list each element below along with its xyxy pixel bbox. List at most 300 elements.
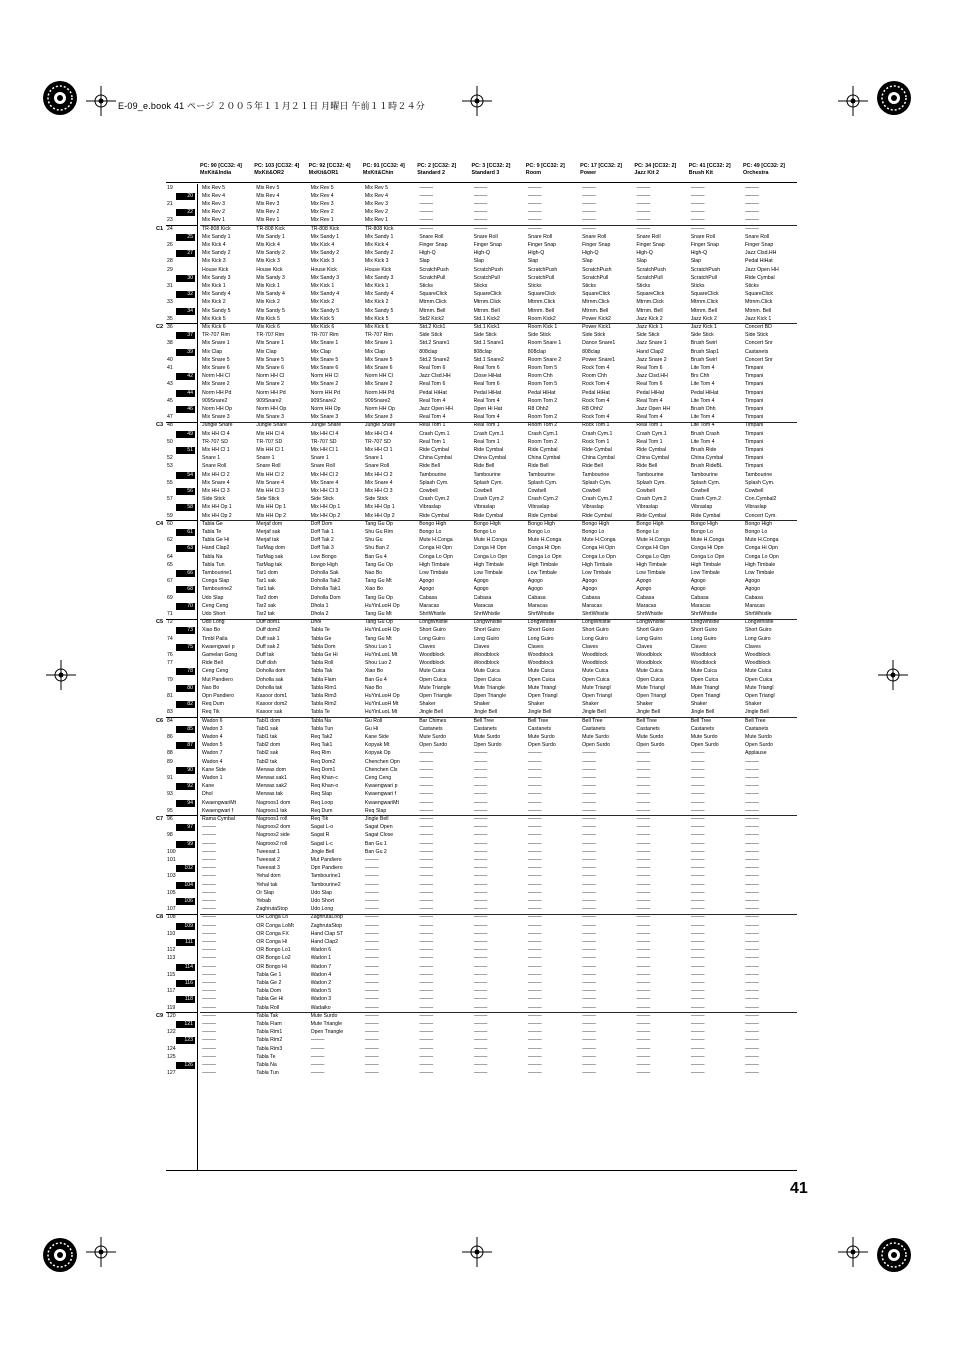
empty-cell: -----------	[745, 807, 759, 814]
empty-cell: -----------	[745, 766, 759, 773]
instrument-cell: Mute H.Conga	[745, 537, 779, 544]
empty-cell: -----------	[364, 947, 379, 954]
empty-cell: -----------	[527, 963, 542, 970]
empty-cell: -----------	[527, 898, 542, 904]
instrument-cell: Open Cuica	[745, 676, 773, 683]
white-key: 107	[167, 906, 176, 913]
instrument-cell: Agogo	[745, 586, 761, 593]
empty-cell: -----------	[473, 225, 488, 232]
instrument-cell: Wadon 5	[202, 742, 223, 749]
empty-cell: -----------	[202, 1062, 216, 1068]
instrument-cell: Claves	[636, 643, 653, 650]
empty-cell: -----------	[745, 209, 759, 216]
column-program: PC: 90 [CC32: 4]	[200, 163, 242, 169]
instrument-cell: Conga Lo Opn	[636, 553, 671, 560]
empty-cell: -----------	[419, 1029, 433, 1036]
instrument-cell: Tabl1 tak	[256, 734, 278, 740]
instrument-cell: Mix Kick 6	[310, 324, 335, 330]
empty-cell: -----------	[473, 922, 488, 929]
instrument-cell: China Cymbal	[527, 455, 561, 462]
instrument-cell: OR Bongo Lo2	[256, 955, 291, 962]
instrument-cell: Mute Triangle	[310, 1021, 343, 1027]
instrument-cell: Open Surdo	[419, 742, 448, 749]
instrument-cell: Pedal HiHat	[473, 389, 502, 396]
instrument-cell: Req Rim	[310, 750, 331, 757]
white-key: 89	[167, 758, 173, 765]
instrument-cell: Open Surdo	[636, 742, 665, 749]
instrument-cell: Slap	[473, 258, 484, 265]
instrument-cell: Snare Roll	[636, 233, 661, 240]
empty-cell: -----------	[582, 1037, 596, 1044]
empty-cell: -----------	[473, 881, 488, 888]
instrument-cell: Doholla Tak1	[310, 586, 341, 593]
instrument-cell: Lite Tom 4	[690, 365, 715, 371]
instrument-cell: Side Stick	[690, 332, 714, 339]
instrument-cell: Tabla Roll	[310, 660, 334, 667]
instrument-cell: Mix Sandy 5	[364, 307, 394, 314]
instrument-cell: Conga Hi Opn	[745, 545, 778, 552]
instrument-cell: Agogo	[473, 578, 489, 585]
instrument-cell: Sticks	[527, 283, 542, 289]
instrument-cell: LongWhistle	[473, 619, 503, 626]
instrument-cell: Bell Tree	[636, 717, 657, 724]
instrument-cell: Bongo High	[527, 520, 555, 527]
instrument-cell: Std.2 Kick1	[419, 324, 446, 330]
instrument-cell: Ride Cymbal	[582, 512, 612, 519]
instrument-cell: Jungle Snare	[364, 422, 396, 429]
instrument-cell: Tabla Na	[310, 717, 332, 724]
instrument-cell: Jazz Open HH	[419, 406, 453, 412]
empty-cell: -----------	[690, 996, 705, 1003]
instrument-cell: Cabasa	[473, 594, 492, 601]
instrument-cell: High-Q	[582, 250, 599, 257]
instrument-cell: Vibraslap	[527, 504, 550, 511]
empty-cell: -----------	[636, 898, 650, 904]
black-key: 34	[176, 308, 195, 315]
instrument-cell: Cowbell	[745, 488, 764, 494]
instrument-cell: Jingle Bell	[310, 848, 335, 855]
instrument-cell: Brs Chh	[690, 373, 710, 380]
empty-cell: -----------	[582, 1021, 596, 1027]
instrument-cell: Norm HH Cl	[256, 373, 285, 380]
empty-cell: -----------	[419, 766, 433, 773]
instrument-cell: Woodblock	[636, 660, 662, 667]
instrument-cell: Mix HH Op 2	[202, 512, 232, 519]
instrument-cell: Norm HH Cl	[310, 373, 339, 380]
instrument-cell: Open Cuica	[473, 676, 501, 683]
instrument-cell: Mix Kick 4	[202, 242, 226, 248]
empty-cell: -----------	[582, 939, 596, 945]
instrument-cell: Agogo	[582, 578, 598, 585]
instrument-cell: Open Cuica	[636, 676, 664, 683]
empty-cell: -----------	[745, 980, 759, 986]
empty-cell: -----------	[745, 857, 759, 863]
instrument-cell: TR-707 SD	[256, 438, 283, 445]
empty-cell: -----------	[690, 807, 705, 814]
empty-cell: -----------	[527, 1029, 542, 1036]
instrument-cell: Wadon 1	[202, 775, 223, 781]
instrument-cell: High-Q	[473, 250, 490, 257]
instrument-cell: Room Chh	[527, 373, 553, 380]
instrument-cell: Ride Cymbal	[636, 447, 667, 453]
instrument-cell: China Cymbal	[582, 455, 615, 462]
empty-cell: -----------	[636, 184, 650, 191]
instrument-cell: Jazz Clsd.HH	[745, 250, 777, 257]
instrument-cell: Req Tak2	[310, 734, 333, 740]
instrument-cell: Dhol	[310, 619, 322, 626]
instrument-cell: Bongo High	[473, 520, 501, 527]
instrument-cell: Open Surdo	[582, 742, 611, 749]
instrument-cell: Cabasa	[582, 594, 600, 601]
empty-cell: -----------	[636, 1053, 650, 1060]
instrument-cell: Open Triangl	[527, 693, 558, 699]
instrument-cell: Castanets	[745, 348, 769, 355]
instrument-cell: Real Tom 1	[473, 422, 500, 429]
instrument-cell: Mix Kick 4	[310, 242, 335, 248]
white-key: 71	[167, 611, 173, 617]
instrument-cell: Gu Roll	[364, 717, 383, 724]
empty-cell: -----------	[690, 1045, 705, 1052]
empty-cell: -----------	[419, 184, 433, 191]
instrument-cell: 808clap	[419, 348, 438, 355]
instrument-cell: Wadon 4	[202, 758, 223, 765]
instrument-cell: Cabasa	[527, 594, 546, 601]
empty-cell: -----------	[690, 225, 705, 232]
instrument-cell: Timpani	[745, 397, 764, 404]
empty-cell: -----------	[473, 1053, 488, 1060]
instrument-cell: 909Snare2	[310, 397, 336, 404]
octave-rule	[200, 1012, 797, 1013]
instrument-cell: Real Tom 4	[419, 397, 446, 404]
instrument-cell: Side Stick	[473, 332, 497, 339]
empty-cell: -----------	[690, 1012, 705, 1019]
instrument-cell: Real Tom 6	[473, 365, 500, 371]
instrument-cell: Mix Sandy 5	[202, 307, 231, 314]
instrument-cell: Mix Rev 1	[310, 217, 334, 224]
instrument-cell: Tabla Tun	[202, 561, 225, 568]
empty-cell: -----------	[582, 1029, 596, 1036]
instrument-cell: Tabla Ge 1	[256, 971, 282, 978]
instrument-cell: Con.Cymbal2	[745, 496, 777, 503]
empty-cell: -----------	[636, 1037, 650, 1044]
empty-cell: -----------	[582, 758, 596, 765]
black-key: 73	[176, 627, 195, 634]
instrument-cell: Brush Slap1	[690, 348, 719, 355]
black-key: 61	[176, 529, 195, 536]
keyboard-edge	[197, 184, 198, 1170]
instrument-cell: Bongo High	[636, 520, 664, 527]
black-key: 99	[176, 841, 195, 848]
empty-cell: -----------	[419, 1004, 433, 1011]
instrument-cell: Tabla Flam	[310, 676, 336, 683]
instrument-cell: Bongo High	[419, 520, 447, 527]
instrument-cell: Udo Slap	[310, 889, 332, 896]
instrument-cell: Cowbell	[582, 488, 601, 494]
instrument-cell: Real Tom 1	[419, 422, 446, 429]
instrument-cell: ScratchPull	[636, 274, 663, 281]
empty-cell: -----------	[527, 209, 542, 216]
white-key: 122	[167, 1029, 176, 1036]
instrument-cell: High Timbale	[690, 561, 721, 568]
empty-cell: -----------	[473, 1045, 488, 1052]
instrument-cell: Hand Clap2	[310, 939, 338, 945]
instrument-cell: SquareClick	[690, 291, 719, 298]
instrument-cell: Bongo High	[690, 520, 718, 527]
instrument-cell: Norm HH Op	[310, 406, 341, 412]
instrument-cell: Cowbell	[690, 488, 710, 494]
instrument-cell: Mtrnm.Click	[636, 299, 664, 306]
black-key: 32	[176, 291, 195, 298]
instrument-cell: Tabla Na	[202, 553, 223, 560]
instrument-cell: Dhola 2	[310, 611, 329, 617]
empty-cell: -----------	[527, 1070, 542, 1077]
instrument-cell: Splash Cym.	[745, 479, 775, 486]
instrument-cell: Ride Cymbal	[636, 512, 667, 519]
empty-cell: -----------	[473, 799, 488, 806]
empty-cell: -----------	[745, 758, 759, 765]
empty-cell: -----------	[364, 873, 379, 880]
instrument-cell: TR-808 Kick	[310, 225, 340, 232]
instrument-cell: ScratchPull	[582, 274, 609, 281]
instrument-cell: Rock Tom 4	[582, 397, 610, 404]
white-key: 38	[167, 340, 173, 347]
empty-cell: -----------	[202, 1012, 216, 1019]
instrument-cell: Agogo	[527, 586, 543, 593]
instrument-cell: Tabla Dom	[310, 643, 336, 650]
empty-cell: -----------	[636, 816, 650, 822]
instrument-cell: Req Dum	[310, 807, 333, 814]
empty-cell: -----------	[690, 766, 705, 773]
instrument-cell: LongWhistle	[582, 619, 611, 626]
instrument-cell: Mix Kick 5	[256, 315, 280, 322]
column-header	[363, 163, 417, 178]
octave-label: C2	[156, 324, 164, 330]
instrument-cell: Claves	[527, 643, 544, 650]
instrument-cell: Mix Sandy 3	[256, 274, 285, 281]
black-key: 118	[176, 996, 195, 1003]
black-key: 42	[176, 373, 195, 380]
instrument-cell: Mix HH Cl 2	[310, 471, 339, 478]
instrument-cell: Tar2 tak	[256, 611, 275, 617]
instrument-cell: Mix Snare 3	[202, 414, 230, 421]
empty-cell: -----------	[419, 217, 433, 224]
instrument-cell: Timpani	[745, 365, 764, 371]
instrument-cell: Tweesat 1	[256, 848, 280, 855]
column-kit-name: Orchestra	[743, 170, 769, 177]
instrument-cell: Open Triangl	[690, 693, 721, 699]
octave-label: C8	[156, 914, 164, 921]
instrument-cell: Crash Cym.1	[527, 430, 559, 437]
instrument-cell: Gamelan Gong	[202, 652, 238, 658]
empty-cell: -----------	[202, 1053, 216, 1060]
instrument-cell: China Cymbal	[636, 455, 669, 462]
crosshair-mark	[86, 86, 116, 116]
empty-cell: -----------	[690, 1037, 705, 1044]
instrument-cell: Ride Cymbal	[582, 447, 612, 453]
empty-cell: -----------	[636, 906, 650, 913]
column-program: PC: 92 [CC32: 4]	[308, 163, 351, 169]
white-key: 77	[167, 660, 173, 667]
instrument-cell: Brush Crash	[690, 430, 720, 437]
crosshair-mark	[878, 660, 908, 690]
instrument-cell: Mix Kick 2	[364, 299, 389, 306]
registration-rosette-top-left	[42, 80, 78, 116]
instrument-cell: Req Slap	[310, 791, 332, 798]
empty-cell: -----------	[473, 1029, 488, 1036]
instrument-cell: Real Tom 1	[473, 438, 500, 445]
black-key: 70	[176, 603, 195, 610]
instrument-cell: Side Stick	[527, 332, 551, 339]
instrument-cell: Conga Hi Opn	[419, 545, 453, 552]
instrument-cell: Ride Cymbal	[527, 447, 558, 453]
instrument-cell: 808clap	[473, 348, 492, 355]
black-key: 49	[176, 431, 195, 438]
instrument-cell: Nagroos1 roll	[256, 816, 288, 822]
instrument-cell: Sticks	[473, 283, 488, 289]
empty-cell: -----------	[527, 996, 542, 1003]
instrument-cell: Concert BD	[745, 324, 772, 330]
instrument-cell: Timpani	[745, 438, 764, 445]
instrument-cell: Tabla Rim1	[256, 1029, 283, 1036]
instrument-cell: Jungle Snare	[310, 422, 342, 429]
instrument-cell: Mix Sandy 1	[256, 233, 285, 240]
instrument-cell: Mix Rev 1	[202, 217, 226, 224]
instrument-cell: Shu Gu	[364, 537, 383, 544]
instrument-cell: ScratchPush	[527, 266, 558, 273]
instrument-cell: Ride Cymbal	[745, 274, 775, 281]
empty-cell: -----------	[310, 1053, 325, 1060]
white-key: 81	[167, 693, 173, 699]
instrument-cell: Tabla Te	[202, 529, 222, 535]
instrument-cell: Nao Bo	[364, 684, 383, 691]
empty-cell: -----------	[582, 963, 596, 970]
empty-cell: -----------	[202, 857, 216, 863]
instrument-cell: Pedal HiHat	[636, 389, 665, 396]
empty-cell: -----------	[202, 971, 216, 978]
instrument-cell: Tang Gu Op	[364, 520, 393, 527]
black-key: 30	[176, 275, 195, 282]
page-number: 41	[790, 1180, 808, 1197]
instrument-cell: Tar2 dom	[256, 594, 278, 601]
empty-cell: -----------	[202, 914, 216, 921]
instrument-cell: Merjaf sak	[256, 529, 281, 535]
empty-cell: -----------	[202, 939, 216, 945]
instrument-cell: Sticks	[582, 283, 596, 289]
empty-cell: -----------	[473, 192, 488, 199]
instrument-cell: Finger Snap	[690, 242, 719, 248]
empty-cell: -----------	[202, 824, 216, 831]
instrument-cell: Brush RideBL	[690, 463, 723, 470]
empty-cell: -----------	[364, 930, 379, 937]
instrument-cell: Room Tom 5	[527, 365, 558, 371]
empty-cell: -----------	[582, 783, 596, 790]
instrument-cell: Brush Ride	[690, 447, 717, 453]
instrument-cell: High Timbale	[745, 561, 776, 568]
instrument-cell: Castanets	[636, 725, 660, 732]
empty-cell: -----------	[690, 799, 705, 806]
empty-cell: -----------	[527, 971, 542, 978]
instrument-cell: Real Tom 4	[419, 414, 446, 421]
instrument-cell: Room Snare 1	[527, 340, 562, 347]
instrument-cell: Mix Rev 2	[202, 209, 226, 216]
instrument-cell: Conga Hi Opn	[690, 545, 724, 552]
empty-cell: -----------	[310, 1037, 325, 1044]
instrument-cell: Open Triangl	[745, 693, 775, 699]
instrument-cell: Crash Cym.2	[473, 496, 504, 503]
instrument-cell: Tambourine	[745, 471, 773, 478]
instrument-cell: Doholla Tak2	[310, 578, 341, 585]
empty-cell: -----------	[636, 192, 650, 199]
instrument-cell: Slap	[527, 258, 539, 265]
instrument-cell: Tabla Ge Hi	[256, 996, 284, 1003]
instrument-cell: Opn Pandiero	[310, 865, 343, 872]
instrument-cell: Mix Sandy 2	[310, 250, 340, 257]
instrument-cell: Duff sak 1	[256, 635, 280, 642]
instrument-cell: Mute Triangl	[527, 684, 557, 691]
empty-cell: -----------	[419, 201, 433, 207]
white-key: 110	[167, 930, 176, 937]
empty-cell: -----------	[745, 775, 759, 781]
instrument-cell: Sagat Open	[364, 824, 393, 831]
instrument-cell: Wadon 4	[310, 971, 332, 978]
instrument-cell: TR-808 Kick	[202, 225, 231, 232]
instrument-cell: Mute Surdo	[690, 734, 718, 740]
instrument-cell: Claves	[745, 643, 761, 650]
empty-cell: -----------	[473, 840, 488, 847]
empty-cell: -----------	[419, 799, 433, 806]
white-key: 79	[167, 676, 173, 683]
instrument-cell: Mix Snare 2	[310, 381, 339, 388]
instrument-cell: Merwas sak2	[256, 783, 287, 790]
column-kit-name: Brush Kit	[688, 170, 713, 177]
octave-rule	[200, 225, 797, 226]
instrument-cell: ScratchPull	[419, 274, 446, 281]
instrument-cell: TR-707 SD	[310, 438, 337, 445]
empty-cell: -----------	[527, 930, 542, 937]
instrument-cell: R8 Ohh2	[527, 406, 549, 412]
instrument-cell: Sticks	[636, 283, 651, 289]
instrument-cell: Rock Tom 4	[582, 414, 610, 421]
instrument-cell: Mix HH Op 1	[256, 504, 286, 511]
instrument-cell: Timpani	[745, 406, 764, 412]
instrument-cell: Xiao Bo	[364, 668, 384, 675]
column-kit-name: Standard 2	[417, 170, 446, 177]
instrument-cell: Mix Rev 2	[364, 209, 388, 216]
instrument-cell: Cabasa	[745, 594, 763, 601]
instrument-cell: OR Bongo Lo1	[256, 947, 291, 954]
instrument-cell: Tang Gu Op	[364, 619, 393, 626]
instrument-cell: Dhola 1	[310, 602, 329, 609]
instrument-cell: Jazz Snare 1	[636, 340, 667, 347]
empty-cell: -----------	[473, 963, 488, 970]
instrument-cell: SquareClick	[745, 291, 773, 298]
instrument-cell: TR-707 Rim	[364, 332, 393, 339]
instrument-cell: Tambourine	[636, 471, 664, 478]
column-header	[254, 163, 308, 178]
instrument-cell: LongWhistle	[527, 619, 557, 626]
empty-cell: -----------	[690, 1004, 705, 1011]
instrument-cell: Vibraslap	[636, 504, 658, 511]
instrument-cell: Mix HH Cl 2	[256, 471, 284, 478]
instrument-cell: Opn Pandiero	[202, 693, 235, 699]
instrument-cell: Real Tom 6	[473, 381, 500, 388]
instrument-cell: Yehal dom	[256, 873, 281, 880]
empty-cell: -----------	[473, 939, 488, 945]
instrument-cell: Maracas	[636, 602, 657, 609]
empty-cell: -----------	[745, 996, 759, 1003]
instrument-cell: Cabasa	[690, 594, 709, 601]
instrument-cell: Tabl2 sak	[256, 750, 279, 757]
